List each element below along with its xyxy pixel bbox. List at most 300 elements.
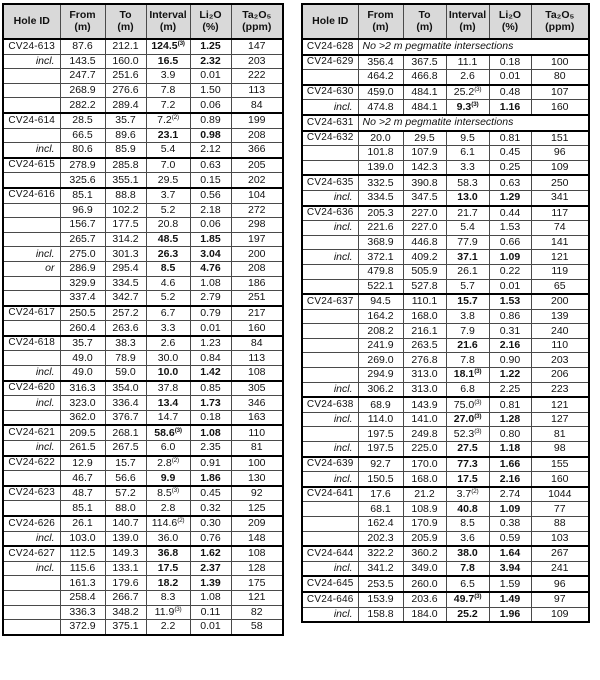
header-cell-interval [446, 4, 489, 39]
row-label-cell [3, 83, 60, 98]
ta2o5-cell: 366 [231, 143, 283, 158]
li2o-cell: 0.01 [190, 620, 231, 635]
from-cell: 332.5 [358, 175, 403, 190]
footnote-superscript: (2) [171, 114, 179, 122]
to-cell: 313.0 [403, 368, 446, 383]
from-cell: 103.0 [60, 531, 105, 546]
to-cell: 59.0 [105, 366, 146, 381]
ta2o5-cell: 139 [531, 309, 589, 324]
ta2o5-cell: 148 [231, 531, 283, 546]
table-row [3, 396, 283, 411]
to-cell: 142.3 [403, 160, 446, 175]
li2o-cell: 1.50 [190, 83, 231, 98]
li2o-cell: 0.80 [489, 427, 531, 442]
interval-value: 40.8 [457, 502, 478, 515]
table-row [302, 264, 589, 279]
ta2o5-cell: 217 [231, 306, 283, 321]
interval-value: 114.6 [151, 517, 178, 530]
ta2o5-cell: 200 [231, 247, 283, 262]
li2o-cell: 1.53 [489, 221, 531, 236]
from-cell: 260.4 [60, 321, 105, 336]
from-cell: 334.5 [358, 190, 403, 205]
row-label-cell [3, 351, 60, 366]
interval-value: 2.8 [160, 501, 176, 514]
interval-cell [146, 425, 190, 440]
from-cell: 158.8 [358, 607, 403, 622]
interval-cell [446, 561, 489, 576]
interval-cell [446, 175, 489, 190]
table-row [3, 336, 283, 351]
row-label-cell [3, 605, 60, 620]
table-row [302, 576, 589, 592]
table-row [3, 456, 283, 471]
row-label-cell: incl. [3, 54, 60, 69]
table-row [302, 131, 589, 146]
header-line2: (m) [159, 20, 177, 33]
ta2o5-cell: 108 [231, 366, 283, 381]
interval-cell [146, 218, 190, 233]
interval-value: 8.3 [160, 591, 176, 604]
interval-cell [446, 160, 489, 175]
hole-id-cell: CV24-618 [3, 336, 60, 351]
from-cell: 282.2 [60, 98, 105, 113]
li2o-cell: 1.39 [190, 576, 231, 591]
table-row [3, 501, 283, 516]
from-cell: 87.6 [60, 39, 105, 54]
table-row [302, 368, 589, 383]
interval-cell [446, 487, 489, 502]
hole-id-cell: CV24-646 [302, 592, 358, 607]
interval-cell [446, 412, 489, 427]
to-cell: 342.7 [105, 291, 146, 306]
to-cell: 334.5 [105, 276, 146, 291]
from-cell: 464.2 [358, 70, 403, 85]
interval-cell [446, 353, 489, 368]
hole-id-cell: CV24-616 [3, 188, 60, 203]
table-row [302, 472, 589, 487]
table-row [302, 190, 589, 205]
ta2o5-cell: 163 [231, 410, 283, 425]
from-cell: 115.6 [60, 561, 105, 576]
table-header [302, 4, 589, 39]
table-row [302, 160, 589, 175]
from-cell: 68.9 [358, 397, 403, 412]
table-row [302, 338, 589, 353]
from-cell: 143.5 [60, 54, 105, 69]
header-line1: From [69, 9, 96, 22]
hole-id-cell: CV24-638 [302, 397, 358, 412]
from-cell: 92.7 [358, 457, 403, 472]
table-row [3, 590, 283, 605]
li2o-cell: 0.89 [190, 113, 231, 128]
table-row [3, 486, 283, 501]
ta2o5-cell: 250 [531, 175, 589, 190]
header-line1: Li₂O [199, 9, 222, 22]
interval-value: 49.7 [453, 593, 475, 606]
ta2o5-cell: 346 [231, 396, 283, 411]
footnote-superscript: (2) [171, 456, 179, 464]
interval-cell [146, 276, 190, 291]
interval-cell [446, 502, 489, 517]
table-row [3, 188, 283, 203]
interval-cell [446, 309, 489, 324]
row-label-cell: incl. [3, 143, 60, 158]
footnote-superscript: (2) [471, 488, 479, 496]
li2o-cell: 2.74 [489, 487, 531, 502]
interval-value: 58.6 [154, 426, 175, 439]
table-row [3, 173, 283, 188]
table-row [3, 531, 283, 546]
row-label-cell: incl. [302, 607, 358, 622]
interval-cell [446, 442, 489, 457]
from-cell: 161.3 [60, 576, 105, 591]
from-cell: 208.2 [358, 324, 403, 339]
hole-id-cell: CV24-620 [3, 381, 60, 396]
ta2o5-cell: 240 [531, 324, 589, 339]
interval-cell [446, 368, 489, 383]
assay-table-left [2, 3, 284, 636]
interval-cell [446, 190, 489, 205]
from-cell: 197.5 [358, 442, 403, 457]
ta2o5-cell: 84 [231, 98, 283, 113]
footnote-superscript: (3) [474, 398, 482, 406]
to-cell: 225.0 [403, 442, 446, 457]
ta2o5-cell: 113 [231, 351, 283, 366]
li2o-cell: 1.66 [489, 457, 531, 472]
interval-cell [146, 39, 190, 54]
interval-cell [146, 128, 190, 143]
table-row [3, 39, 283, 54]
row-label-cell [3, 203, 60, 218]
to-cell: 446.8 [403, 235, 446, 250]
to-cell: 505.9 [403, 264, 446, 279]
interval-cell [146, 83, 190, 98]
hole-id-cell: CV24-644 [302, 546, 358, 561]
hole-id-cell: CV24-627 [3, 546, 60, 561]
header-line1: Interval [448, 9, 487, 22]
li2o-cell: 0.44 [489, 206, 531, 221]
to-cell: 376.7 [105, 410, 146, 425]
ta2o5-cell: 80 [531, 70, 589, 85]
interval-value: 8.5 [160, 262, 176, 275]
interval-value: 3.7 [160, 189, 176, 202]
interval-cell [146, 261, 190, 276]
to-cell: 349.0 [403, 561, 446, 576]
row-label-cell [302, 146, 358, 161]
from-cell: 322.2 [358, 546, 403, 561]
row-label-cell [302, 517, 358, 532]
from-cell: 17.6 [358, 487, 403, 502]
to-cell: 301.3 [105, 247, 146, 262]
interval-cell [146, 620, 190, 635]
to-cell: 227.0 [403, 221, 446, 236]
interval-cell [446, 100, 489, 115]
from-cell: 325.6 [60, 173, 105, 188]
interval-cell [146, 158, 190, 173]
ta2o5-cell: 58 [231, 620, 283, 635]
assay-table-right [301, 3, 590, 636]
li2o-cell: 3.94 [489, 561, 531, 576]
footnote-superscript: (3) [474, 593, 482, 601]
interval-cell [146, 546, 190, 561]
interval-value: 15.7 [457, 295, 478, 308]
interval-cell [446, 264, 489, 279]
li2o-cell: 0.98 [190, 128, 231, 143]
interval-value: 5.4 [460, 221, 475, 234]
row-label-cell: incl. [302, 412, 358, 427]
interval-cell [446, 607, 489, 622]
ta2o5-cell: 298 [231, 218, 283, 233]
row-label-cell: incl. [302, 472, 358, 487]
li2o-cell: 0.76 [190, 531, 231, 546]
table-row [302, 100, 589, 115]
from-cell: 153.9 [358, 592, 403, 607]
header-cell-to [105, 4, 146, 39]
to-cell: 466.8 [403, 70, 446, 85]
interval-cell [146, 336, 190, 351]
interval-value: 38.0 [457, 547, 478, 560]
interval-value: 124.5 [151, 40, 178, 53]
header-row [3, 4, 283, 39]
footnote-superscript: (3) [474, 413, 482, 421]
to-cell: 367.5 [403, 55, 446, 70]
hole-id-cell: CV24-617 [3, 306, 60, 321]
interval-value: 26.1 [457, 265, 478, 278]
interval-cell [446, 517, 489, 532]
interval-cell [446, 85, 489, 100]
ta2o5-cell: 110 [531, 338, 589, 353]
interval-cell [146, 576, 190, 591]
to-cell: 170.0 [403, 457, 446, 472]
from-cell: 323.0 [60, 396, 105, 411]
row-label-cell [3, 128, 60, 143]
from-cell: 66.5 [60, 128, 105, 143]
li2o-cell: 1.08 [190, 425, 231, 440]
from-cell: 28.5 [60, 113, 105, 128]
row-label-cell [3, 471, 60, 486]
from-cell: 268.9 [60, 83, 105, 98]
interval-value: 25.2 [453, 86, 475, 99]
header-cell-from [358, 4, 403, 39]
row-label-cell [302, 235, 358, 250]
table-row [3, 54, 283, 69]
li2o-cell: 0.90 [489, 353, 531, 368]
row-label-cell [302, 427, 358, 442]
interval-value: 3.6 [460, 531, 475, 544]
ta2o5-cell: 197 [231, 232, 283, 247]
ta2o5-cell: 205 [231, 158, 283, 173]
to-cell: 314.2 [105, 232, 146, 247]
from-cell: 48.7 [60, 486, 105, 501]
interval-value: 29.5 [157, 173, 179, 186]
no-intersection-row [302, 115, 589, 131]
to-cell: 143.9 [403, 397, 446, 412]
interval-cell [446, 576, 489, 592]
li2o-cell: 1.08 [190, 276, 231, 291]
li2o-cell: 1.73 [190, 396, 231, 411]
ta2o5-cell: 200 [531, 294, 589, 309]
to-cell: 251.6 [105, 69, 146, 84]
to-cell: 263.6 [105, 321, 146, 336]
to-cell: 354.0 [105, 381, 146, 396]
from-cell: 372.1 [358, 250, 403, 265]
header-cell-interval [146, 4, 190, 39]
li2o-cell: 1.08 [190, 590, 231, 605]
ta2o5-cell: 81 [231, 441, 283, 456]
li2o-cell: 0.15 [190, 173, 231, 188]
row-label-cell [302, 338, 358, 353]
interval-value: 5.7 [460, 279, 475, 292]
li2o-cell: 0.45 [489, 146, 531, 161]
row-label-cell: incl. [302, 250, 358, 265]
interval-cell [146, 410, 190, 425]
interval-value: 7.8 [160, 84, 176, 97]
header-line2: (m) [372, 20, 389, 33]
interval-cell [446, 146, 489, 161]
interval-value: 25.2 [457, 607, 478, 620]
table-row [3, 366, 283, 381]
footnote-superscript: (3) [474, 368, 482, 376]
interval-value: 17.5 [457, 472, 478, 485]
from-cell: 522.1 [358, 279, 403, 294]
to-cell: 15.7 [105, 456, 146, 471]
row-label-cell: incl. [3, 441, 60, 456]
interval-cell [446, 397, 489, 412]
ta2o5-cell: 1044 [531, 487, 589, 502]
interval-cell [446, 457, 489, 472]
ta2o5-cell: 96 [531, 576, 589, 592]
ta2o5-cell: 119 [531, 264, 589, 279]
interval-value: 77.3 [457, 457, 478, 470]
ta2o5-cell: 100 [531, 55, 589, 70]
header-cell-ta2o5 [231, 4, 283, 39]
interval-cell [446, 206, 489, 221]
from-cell: 306.2 [358, 382, 403, 397]
row-label-cell [3, 501, 60, 516]
interval-value: 9.3 [456, 100, 472, 113]
to-cell: 110.1 [403, 294, 446, 309]
row-label-cell [302, 309, 358, 324]
table-row [302, 382, 589, 397]
table-row [3, 381, 283, 396]
no-intersection-note: No >2 m pegmatite intersections [358, 39, 589, 55]
interval-value: 6.8 [460, 382, 475, 395]
li2o-cell: 0.38 [489, 517, 531, 532]
interval-value: 14.7 [157, 411, 179, 424]
from-cell: 94.5 [358, 294, 403, 309]
interval-cell [446, 250, 489, 265]
row-label-cell [302, 531, 358, 546]
hole-id-cell: CV24-632 [302, 131, 358, 146]
li2o-cell: 0.11 [190, 605, 231, 620]
to-cell: 160.0 [105, 54, 146, 69]
to-cell: 267.5 [105, 441, 146, 456]
row-label-cell [302, 353, 358, 368]
table-body [3, 39, 283, 635]
interval-value: 36.0 [157, 531, 179, 544]
interval-value: 2.2 [160, 620, 176, 633]
to-cell: 203.6 [403, 592, 446, 607]
header-line2: (m) [416, 20, 433, 33]
interval-value: 3.9 [160, 69, 176, 82]
interval-cell [446, 70, 489, 85]
interval-value: 58.3 [457, 176, 478, 189]
from-cell: 197.5 [358, 427, 403, 442]
to-cell: 390.8 [403, 175, 446, 190]
li2o-cell: 0.01 [190, 321, 231, 336]
ta2o5-cell: 125 [231, 501, 283, 516]
ta2o5-cell: 208 [231, 128, 283, 143]
from-cell: 139.0 [358, 160, 403, 175]
interval-cell [146, 605, 190, 620]
footnote-superscript: (3) [174, 605, 182, 613]
header-line1: To [418, 9, 431, 22]
row-label-cell: incl. [3, 396, 60, 411]
li2o-cell: 0.85 [190, 381, 231, 396]
li2o-cell: 0.81 [489, 397, 531, 412]
li2o-cell: 0.18 [489, 55, 531, 70]
table-row [302, 55, 589, 70]
ta2o5-cell: 109 [531, 607, 589, 622]
drill-results-table [301, 3, 590, 623]
hole-id-cell: CV24-639 [302, 457, 358, 472]
li2o-cell: 2.79 [190, 291, 231, 306]
from-cell: 258.4 [60, 590, 105, 605]
to-cell: 168.0 [403, 309, 446, 324]
ta2o5-cell: 222 [231, 69, 283, 84]
interval-value: 3.8 [460, 309, 475, 322]
interval-cell [146, 247, 190, 262]
hole-id-cell: CV24-630 [302, 85, 358, 100]
row-label-cell [3, 232, 60, 247]
ta2o5-cell: 272 [231, 203, 283, 218]
header-line1: Li₂O [498, 9, 522, 22]
interval-cell [146, 561, 190, 576]
ta2o5-cell: 203 [231, 54, 283, 69]
from-cell: 275.0 [60, 247, 105, 262]
interval-value: 13.0 [457, 191, 478, 204]
table-row [302, 309, 589, 324]
to-cell: 484.1 [403, 85, 446, 100]
from-cell: 269.0 [358, 353, 403, 368]
interval-cell [446, 592, 489, 607]
interval-cell [146, 486, 190, 501]
from-cell: 26.1 [60, 516, 105, 531]
interval-value: 6.5 [460, 577, 475, 590]
interval-value: 10.0 [157, 366, 179, 379]
table-row [3, 98, 283, 113]
to-cell: 29.5 [403, 131, 446, 146]
ta2o5-cell: 130 [231, 471, 283, 486]
row-label-cell: incl. [3, 561, 60, 576]
from-cell: 341.2 [358, 561, 403, 576]
to-cell: 168.0 [403, 472, 446, 487]
li2o-cell: 0.01 [489, 279, 531, 294]
li2o-cell: 0.59 [489, 531, 531, 546]
interval-value: 18.1 [453, 368, 475, 381]
li2o-cell: 1.62 [190, 546, 231, 561]
from-cell: 150.5 [358, 472, 403, 487]
ta2o5-cell: 108 [231, 546, 283, 561]
ta2o5-cell: 103 [531, 531, 589, 546]
li2o-cell: 2.32 [190, 54, 231, 69]
from-cell: 114.0 [358, 412, 403, 427]
table-row [302, 531, 589, 546]
li2o-cell: 1.53 [489, 294, 531, 309]
to-cell: 140.7 [105, 516, 146, 531]
ta2o5-cell: 104 [231, 188, 283, 203]
interval-value: 21.7 [457, 206, 478, 219]
